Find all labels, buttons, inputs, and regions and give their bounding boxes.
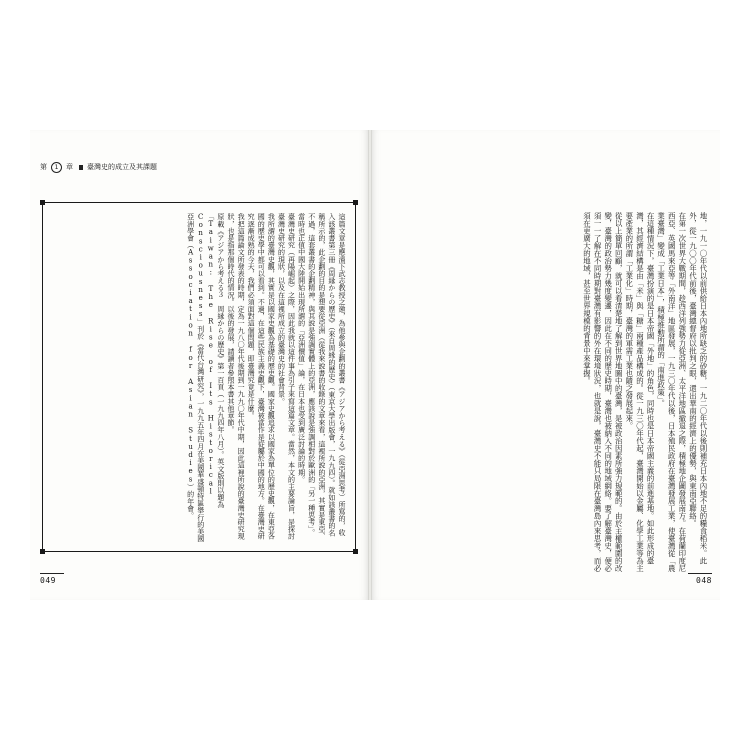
right-page [372, 130, 720, 600]
box-corner [40, 200, 45, 205]
chapter-prefix: 第 [40, 163, 47, 171]
running-header-title: 臺灣史的成立及其課題 [87, 163, 157, 171]
left-page [30, 130, 369, 600]
header-marker [79, 165, 83, 170]
page-number-left: 049 [40, 576, 56, 585]
box-corner [353, 200, 358, 205]
page-number-right: 048 [696, 576, 712, 585]
chapter-suffix: 章 [66, 163, 73, 171]
author-note-text: 這篇文章是應濱下武志教授之邀，為他參與企劃的叢書《アジアから考える》（從亞洲思考）所寫的，收入該叢書第三冊《周縁からの歷史》（來自周緣的歷史）（東京大學出版會，一九九四）。就如該叢書的名稱所示的，此企劃的目的是想要從亞洲（從我來說書的收錄的文章來看，這裡所說的亞洲，其實是東亞、不過，這套叢書的企劃精神，與其說是強調實體上的亞洲，應該說是強調相對於歐洲的「另一種思考」。當時也正值中國大陸開始出現所謂的「亞洲價值」論，在日本也受到廣泛討論的時期。 臺灣史研究（再陽崛起）之際，因此我就以這件事為引子來寫這篇文章。當然，本文的主要論旨，是探討臺灣史研究的現狀，以及在這裡所成立的臺灣史的社會背景。 我所謂的臺灣史觀，其實是以國家史觀為基礎的歷史觀。國家史觀追求以國家為單位的歷史觀，在東亞各國的歷史學中都可以看到。不過，在這些民族主義史觀下，臺灣被當作是從屬於中國的地方。在臺灣史研究逐漸成熟的今天，我們必須面對這個問題，即臺灣究竟是什麼。 我把這篇論文所發表的時期，定為一九八〇年代後期到一九九〇年代中期，因此這裡所說的臺灣史研究現狀，也是指那個時代的情況。以後的發展，請讀者參照本書其他章節。 原載《アジアから考える３ 周縁からの歷史》第一百頁（一九九四年八月）。英文版則以題為「Taiwan: The Rise of Its Historical Consciousness」刊於《當代台灣研究》，一九九五年四月在美國華盛頓特區舉行的美國亞洲學會（Association for Asian Studies）的年會。 [186, 213, 346, 542]
chapter-number-badge: 1 [51, 162, 62, 173]
body-text: 地，一九一〇年代以前供給日本內地所缺乏的砂糖，一九二〇年代以後則補充日本內地不足的糧食稻米。此外，從一九〇〇年代前後，臺灣總督府以批判之眼，還出華南的經濟上的優勢，與東南亞聯絡。 在第一次世界大戰期間，趁西洋列強勢力從亞洲、太平洋地區撤退之際，積極地企圖發展南方。在荷蘭印度尼西亞、英國馬來亞等「外南洋」地區發展，一九三〇年代以後，日本殖民政府在臺灣發展工業，使臺灣從「農業臺灣」變成「工業日本」，積極推動所謂的「南進政策」。 在這種情況下，臺灣扮演的是日本帝國「外地」的角色，同時也是日本帝國主義的前進基地。如此形成的臺灣，其經濟結構是由「米」與「糖」兩種產品構成的。從一九三〇年代起，臺灣開始以金屬、化學工業等為主要產業的所謂「工業化」時期，臺灣的軍需工業也隨之發展起來。 從以上簡單回顧，就可以看清楚地了解到世界地圖中的臺灣，是被政治因素所強力規範的。由於主權範圍的改變，臺灣的政治勢力幾度變遷，因此在不同的歷史時期，臺灣也被納入不同的地域網絡。要了解臺灣史，便必須一一了解在不同時期對臺灣有影響的外在環境狀況，也就是說，臺灣史不能只局限在臺灣島內來思考，而必須在更廣大的地域，甚至世界規模的背景中來掌握。 [582, 212, 708, 572]
folio-rule [40, 573, 64, 574]
running-header [40, 162, 157, 173]
author-note-box [42, 202, 356, 552]
folio-rule [688, 573, 712, 574]
box-corner [353, 549, 358, 554]
box-corner [40, 549, 45, 554]
